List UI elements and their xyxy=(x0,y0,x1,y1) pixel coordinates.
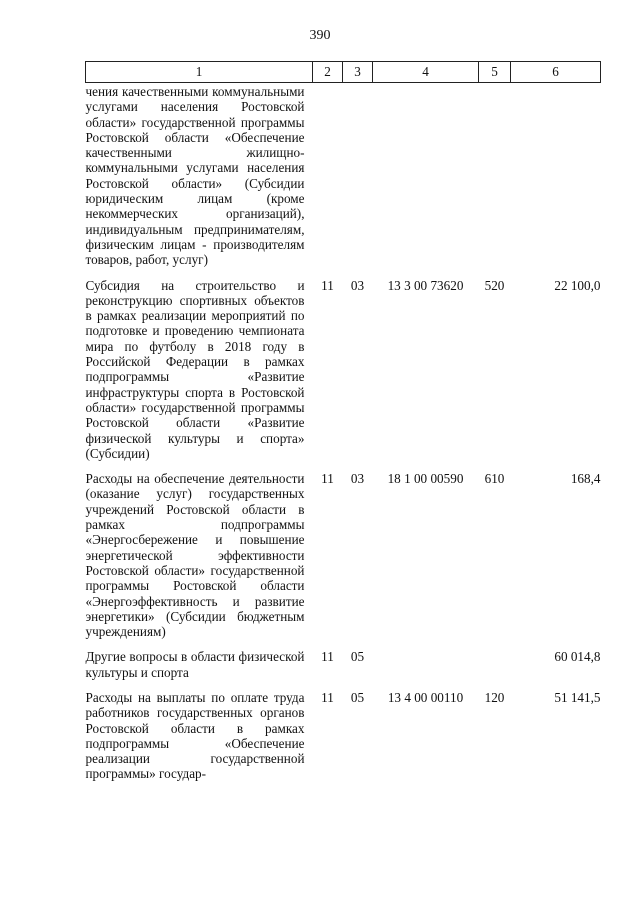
row-name: Расходы на обеспечение деятельности (оказание услуг) государственных учреждений Ростовской области в рамках подпрограммы «Энергосбережение и повышение энергетической эффективности Ростовской области» государственной программы Ростовской области «Энергоэффективность и развитие энергетики» (Субсидии бюджетным учреждениям) xyxy=(85,471,305,640)
row-subsection: 03 xyxy=(350,277,365,293)
row-sum: 22 100,0 xyxy=(554,277,601,293)
column-header-5: 5 xyxy=(479,62,511,83)
row-expense-type xyxy=(479,83,511,278)
row-target-article: 18 1 00 00590 xyxy=(387,471,464,487)
row-target-article: 13 3 00 73620 xyxy=(387,277,464,293)
row-sum: 51 141,5 xyxy=(554,689,601,705)
row-section: 11 xyxy=(321,689,334,705)
row-subsection: 05 xyxy=(350,649,365,665)
row-section: 11 xyxy=(321,277,334,293)
column-header-3: 3 xyxy=(343,62,373,83)
row-name: Другие вопросы в области физической культуры и спорта xyxy=(85,649,305,680)
table-row xyxy=(86,278,601,472)
row-target-article xyxy=(373,649,479,690)
table-row xyxy=(86,690,601,792)
table-row xyxy=(86,471,601,649)
page-number: 390 xyxy=(309,28,331,43)
row-name: Субсидия на строительство и реконструкцию спортивных объектов в рамках реализации мероприятий по подготовке и проведению чемпионата мира по футболу в 2018 году в Российской Федерации в рамках подпрограммы «Развитие инфраструктуры спорта в Ростовской области» государственной программы Ростовской области «Развитие физической культуры и спорта» (Субсидии) xyxy=(85,277,305,461)
row-sum: 60 014,8 xyxy=(554,649,601,665)
table-header-row xyxy=(86,62,601,83)
row-name: чения качественными коммунальными услугами населения Ростовской области» государственной программы Ростовской области «Обеспечение качественными жилищно-коммунальными услугами населения Ростовской области» (Субсидии юридическим лицам (кроме некоммерческих организаций), индивидуальным предпринимателям, физическим лицам - производителям товаров, работ, услуг) xyxy=(85,84,305,268)
column-header-2: 2 xyxy=(313,62,343,83)
row-target-article: 13 4 00 00110 xyxy=(387,689,464,705)
row-subsection xyxy=(343,83,373,278)
table-row xyxy=(86,83,601,278)
row-expense-type: 120 xyxy=(484,689,505,705)
row-subsection: 05 xyxy=(350,689,365,705)
row-section: 11 xyxy=(321,471,334,487)
row-sum xyxy=(511,83,601,278)
row-expense-type xyxy=(479,649,511,690)
row-expense-type: 610 xyxy=(484,471,505,487)
row-expense-type: 520 xyxy=(484,277,505,293)
row-subsection: 03 xyxy=(350,471,365,487)
budget-table xyxy=(85,61,601,792)
row-sum: 168,4 xyxy=(570,471,601,487)
row-section: 11 xyxy=(321,649,334,665)
row-name: Расходы на выплаты по оплате труда работников государственных органов Ростовской области в рамках подпрограммы «Обеспечение реализации государственной программы» государ- xyxy=(85,689,305,782)
column-header-1: 1 xyxy=(86,62,313,83)
table-row xyxy=(86,649,601,690)
row-target-article xyxy=(373,83,479,278)
column-header-4: 4 xyxy=(373,62,479,83)
row-section xyxy=(313,83,343,278)
column-header-6: 6 xyxy=(511,62,601,83)
